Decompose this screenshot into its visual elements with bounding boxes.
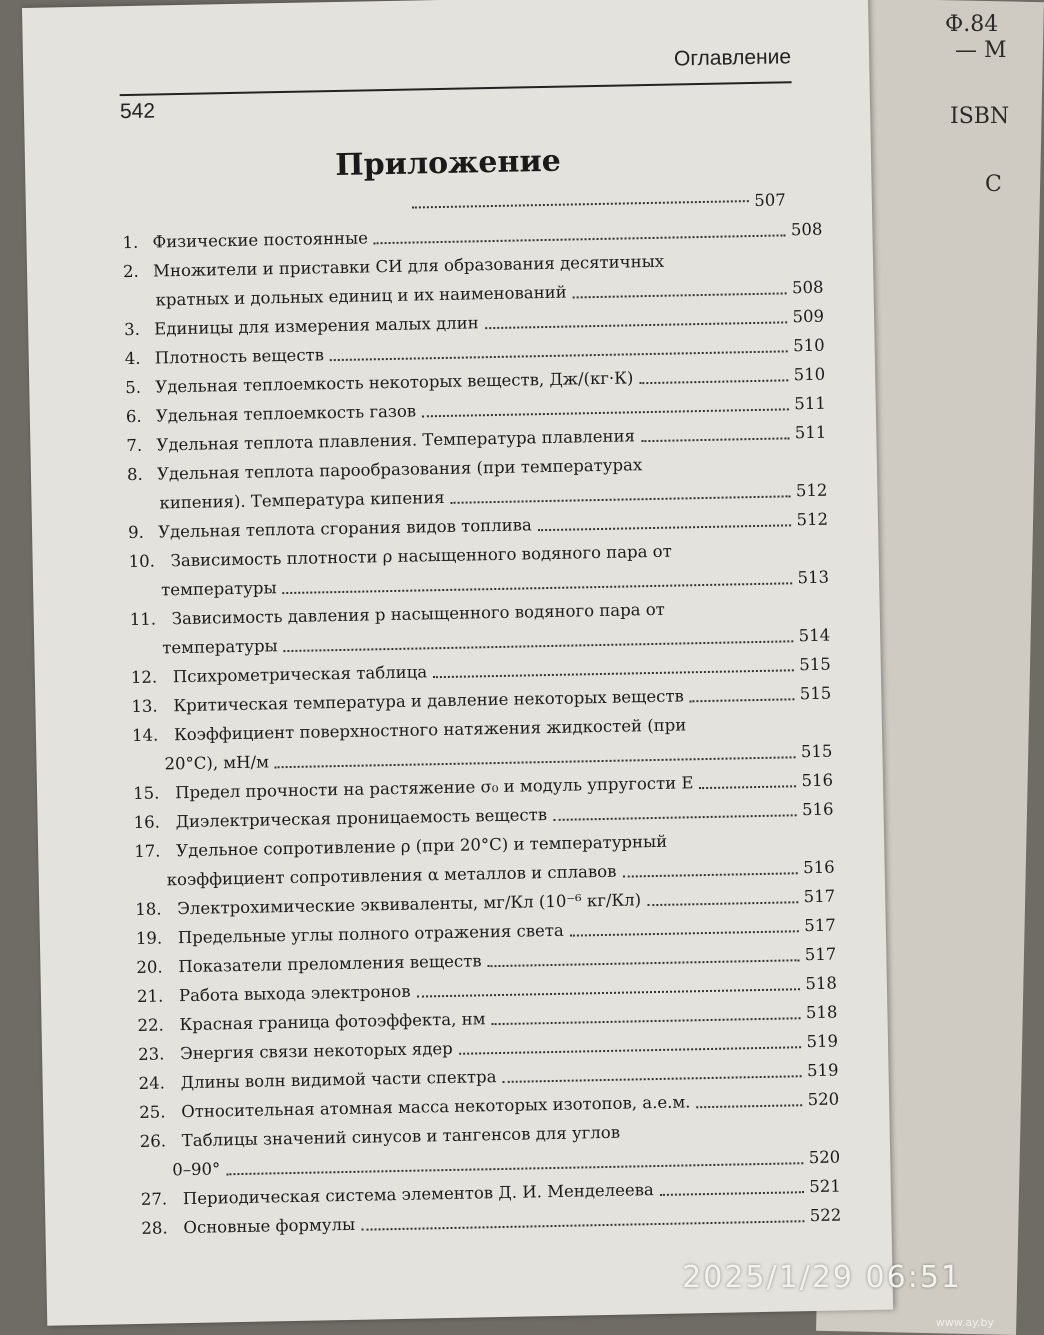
leader-dots xyxy=(284,640,793,652)
entry-page-number: 512 xyxy=(796,509,829,530)
leader-dots xyxy=(573,292,786,298)
leader-dots xyxy=(647,901,798,906)
section-label: Оглавление xyxy=(673,45,792,71)
entry-number: 5. xyxy=(125,377,142,398)
leader-dots xyxy=(433,669,793,678)
entry-title: Зависимость давления p насыщенного водяного пара от xyxy=(171,599,665,629)
leader-dots xyxy=(417,988,800,997)
entry-title: Энергия связи некоторых ядер xyxy=(179,1038,453,1064)
entry-number: 7. xyxy=(126,435,143,456)
book-page xyxy=(22,0,893,1326)
entry-number: 3. xyxy=(124,319,141,340)
entry-number: 20. xyxy=(136,957,163,977)
entry-number: 8. xyxy=(126,464,143,485)
entry-page-number: 514 xyxy=(798,625,831,646)
entry-title: температуры xyxy=(162,636,278,658)
leader-dots xyxy=(422,408,788,417)
leader-dots xyxy=(374,234,785,244)
entry-page-number: 513 xyxy=(797,567,830,588)
entry-title: Удельное сопротивление ρ (при 20°С) и температурный xyxy=(176,831,668,861)
entry-title: Диэлектрическая проницаемость веществ xyxy=(175,805,548,832)
entry-page-number: 519 xyxy=(806,1060,839,1081)
entry-title: Периодическая система элементов Д. И. Менделеева xyxy=(182,1180,654,1209)
leader-dots xyxy=(697,1104,802,1108)
entry-title: Основные формулы xyxy=(183,1214,356,1238)
entry-title: коэффициент сопротивления α металлов и сплавов xyxy=(166,861,617,890)
entry-title: Относительная атомная масса некоторых изотопов, а.е.м. xyxy=(181,1092,691,1122)
entry-number: 10. xyxy=(128,551,156,572)
leader-dots xyxy=(459,1046,801,1055)
photo-timestamp: 2025/1/29 06:51 xyxy=(682,1260,962,1295)
background-text-line: — М xyxy=(955,38,1007,63)
entry-title: Предельные углы полного отражения света xyxy=(177,920,564,948)
leader-dots xyxy=(538,524,791,531)
entry-title: Удельная теплота плавления. Температура плавления xyxy=(156,426,636,455)
entry-page-number: 521 xyxy=(809,1176,841,1197)
entry-title: кипения). Температура кипения xyxy=(159,487,445,513)
entry-number: 22. xyxy=(137,1015,164,1035)
entry-title: Красная граница фотоэффекта, нм xyxy=(179,1009,486,1035)
entry-page-number: 515 xyxy=(800,741,833,762)
entry-number: 18. xyxy=(135,899,162,919)
entry-page-number: 519 xyxy=(806,1031,839,1052)
entry-number: 15. xyxy=(132,783,160,804)
entry-title: Таблицы значений синусов и тангенсов для углов xyxy=(181,1122,621,1151)
entry-page-number: 512 xyxy=(795,480,828,501)
entry-page-number: 511 xyxy=(794,422,827,443)
entry-title: 20°С), мН/м xyxy=(164,752,270,774)
entry-title: Электрохимические эквиваленты, мг/Кл (10⁻⁶ кг/Кл) xyxy=(177,890,642,919)
entry-number: 1. xyxy=(122,232,139,253)
leader-dots xyxy=(623,872,798,877)
entry-page-number: 518 xyxy=(805,973,838,994)
appendix-heading: Приложение xyxy=(335,143,562,184)
entry-page-number: 518 xyxy=(805,1002,838,1023)
entry-number: 23. xyxy=(137,1044,165,1064)
entry-page-number: 511 xyxy=(794,393,826,414)
entry-number: 21. xyxy=(136,986,164,1006)
entry-page-number: 515 xyxy=(799,683,832,704)
entry-number: 19. xyxy=(135,928,163,948)
entry-title: Показатели преломления веществ xyxy=(178,951,482,977)
table-of-contents xyxy=(122,215,841,1243)
leader-dots xyxy=(690,698,794,702)
background-text-line: ISBN xyxy=(950,104,1010,129)
entry-title: Удельная теплоемкость некоторых веществ, Дж/(кг·К) xyxy=(155,368,634,397)
entry-title: Предел прочности на растяжение σ₀ и модуль упругости E xyxy=(174,773,694,803)
entry-title: Психрометрическая таблица xyxy=(172,662,428,687)
entry-number: 25. xyxy=(139,1102,166,1122)
entry-page-number: 520 xyxy=(808,1147,841,1168)
entry-number: 14. xyxy=(131,725,159,746)
entry-number: 17. xyxy=(134,841,161,861)
entry-title: Удельная теплоемкость газов xyxy=(155,401,417,426)
entry-page-number: 517 xyxy=(804,944,837,965)
leader-dots xyxy=(275,756,795,768)
entry-number: 9. xyxy=(127,522,145,543)
entry-title: Длины волн видимой части спектра xyxy=(180,1067,497,1093)
entry-page-number: 520 xyxy=(807,1089,840,1110)
entry-page-number: 508 xyxy=(791,277,824,298)
entry-number: 13. xyxy=(131,696,158,717)
leader-dots xyxy=(361,1220,804,1231)
entry-title: Единицы для измерения малых длин xyxy=(154,313,479,339)
entry-page-number: 516 xyxy=(802,857,835,878)
leader-dots xyxy=(503,1075,802,1083)
entry-number: 6. xyxy=(125,406,142,427)
entry-page-number: 509 xyxy=(792,306,825,327)
entry-title: Физические постоянные xyxy=(152,228,369,252)
leader-dots xyxy=(660,1191,804,1196)
leader-dots xyxy=(639,379,787,384)
entry-page-number: 517 xyxy=(803,886,836,907)
entry-page-number: 508 xyxy=(790,219,823,240)
entry-number: 11. xyxy=(129,609,157,630)
site-watermark: www.ay.by xyxy=(935,1316,994,1329)
entry-title: Критическая температура и давление некоторых веществ xyxy=(173,686,684,716)
entry-number: 2. xyxy=(122,261,140,282)
leader-dots xyxy=(451,495,790,504)
entry-title: Коэффициент поверхностного натяжения жидкостей (при xyxy=(173,715,687,745)
entry-title: Удельная теплота парообразования (при температурах xyxy=(156,455,643,484)
entry-page-number: 517 xyxy=(804,915,836,936)
leader-dots xyxy=(488,959,799,967)
entry-page-number: 515 xyxy=(799,654,831,675)
leader-dots xyxy=(553,814,796,821)
leader-dots xyxy=(492,1017,800,1025)
running-head xyxy=(119,41,792,124)
background-text-line: С xyxy=(985,172,1002,197)
entry-number: 16. xyxy=(133,812,161,833)
entry-number: 4. xyxy=(124,348,141,369)
leader-dots xyxy=(330,350,787,361)
entry-title: кратных и дольных единиц и их наименований xyxy=(155,282,567,310)
intro-leader-line xyxy=(406,189,786,216)
leader-dots xyxy=(412,200,748,208)
entry-title: температуры xyxy=(161,578,277,600)
entry-title: Зависимость плотности ρ насыщенного водяного пара от xyxy=(170,541,672,571)
entry-title: 0–90° xyxy=(172,1159,221,1180)
entry-title: Множители и приставки СИ для образования десятичных xyxy=(152,251,665,281)
leader-dots xyxy=(283,582,792,594)
page-number: 542 xyxy=(119,99,156,124)
entry-title: Плотность веществ xyxy=(154,345,325,368)
entry-page-number: 510 xyxy=(792,335,825,356)
intro-page-number: 507 xyxy=(754,190,787,210)
entry-number: 24. xyxy=(138,1073,166,1093)
leader-dots xyxy=(570,930,799,936)
leader-dots xyxy=(485,321,787,329)
entry-page-number: 516 xyxy=(801,799,834,820)
leader-dots xyxy=(641,437,789,442)
background-text-line: Ф.84 xyxy=(945,12,999,37)
entry-page-number: 516 xyxy=(801,770,834,791)
entry-number: 26. xyxy=(139,1131,167,1151)
entry-number: 12. xyxy=(130,667,158,688)
entry-title: Удельная теплота сгорания видов топлива xyxy=(157,515,532,542)
leader-dots xyxy=(700,785,796,789)
entry-page-number: 510 xyxy=(793,364,826,385)
entry-title: Работа выхода электронов xyxy=(178,981,411,1006)
entry-number: 28. xyxy=(141,1218,168,1238)
entry-number: 27. xyxy=(140,1189,168,1209)
entry-page-number: 522 xyxy=(809,1205,842,1226)
